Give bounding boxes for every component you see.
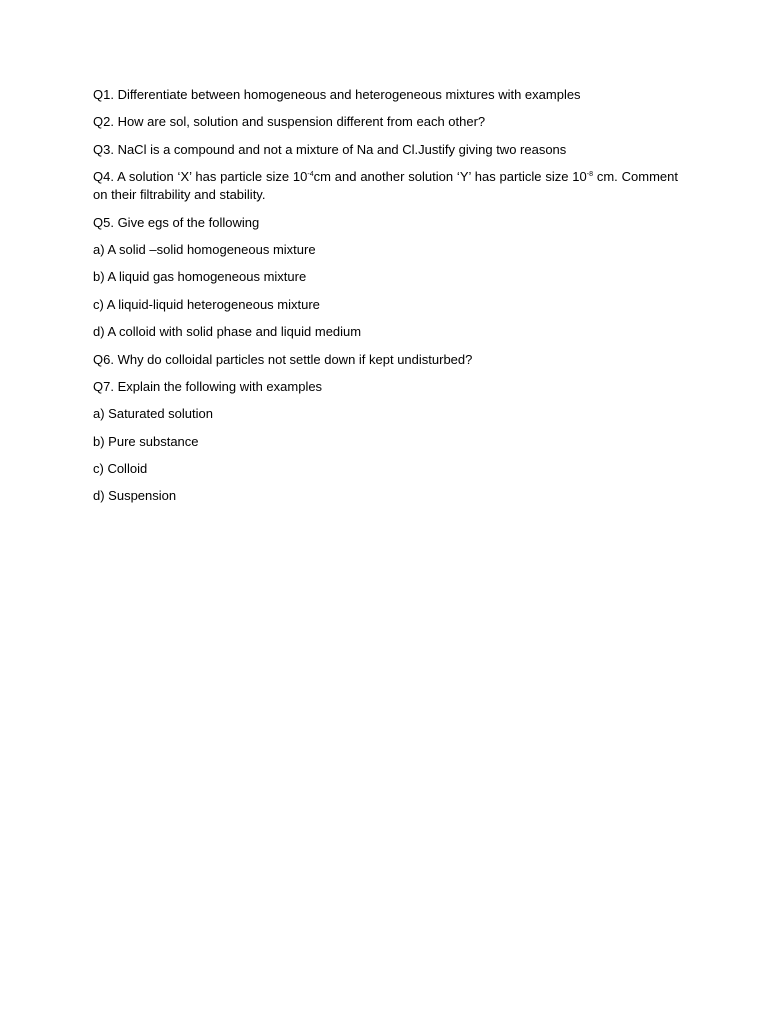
question-5-item-a: a) A solid –solid homogeneous mixture: [93, 241, 316, 257]
question-7-item-a: a) Saturated solution: [93, 406, 213, 422]
question-3: Q3. NaCl is a compound and not a mixture of Na and Cl.Justify giving two reasons: [93, 141, 567, 157]
question-5: Q5. Give egs of the following: [93, 214, 260, 230]
question-5-item-d: d) A colloid with solid phase and liquid medium: [93, 324, 362, 340]
question-1: Q1. Differentiate between homogeneous and heterogeneous mixtures with examples: [93, 87, 581, 102]
question-4-text-part-1: Q4. A solution ‘X’ has particle size 10: [93, 169, 308, 185]
question-4-text-part-2: cm and another solution ‘Y’ has particle size 10: [313, 169, 587, 185]
question-4-exponent-2: -8: [586, 171, 593, 179]
document-body: [93, 86, 678, 515]
question-4: [93, 168, 678, 204]
question-7-item-b: b) Pure substance: [93, 433, 199, 449]
question-7: Q7. Explain the following with examples: [93, 378, 323, 394]
question-2: Q2. How are sol, solution and suspension different from each other?: [93, 114, 486, 130]
question-7-item-d: d) Suspension: [93, 488, 177, 504]
question-4-text-part-3: cm. Comment on their filtrability and stability.: [93, 169, 678, 203]
question-7-item-c: c) Colloid: [93, 461, 148, 477]
question-6: Q6. Why do colloidal particles not settle down if kept undisturbed?: [93, 351, 473, 367]
question-5-item-c: c) A liquid-liquid heterogeneous mixture: [93, 296, 320, 312]
question-4-exponent-1: -4: [307, 171, 314, 179]
question-5-item-b: b) A liquid gas homogeneous mixture: [93, 269, 307, 285]
